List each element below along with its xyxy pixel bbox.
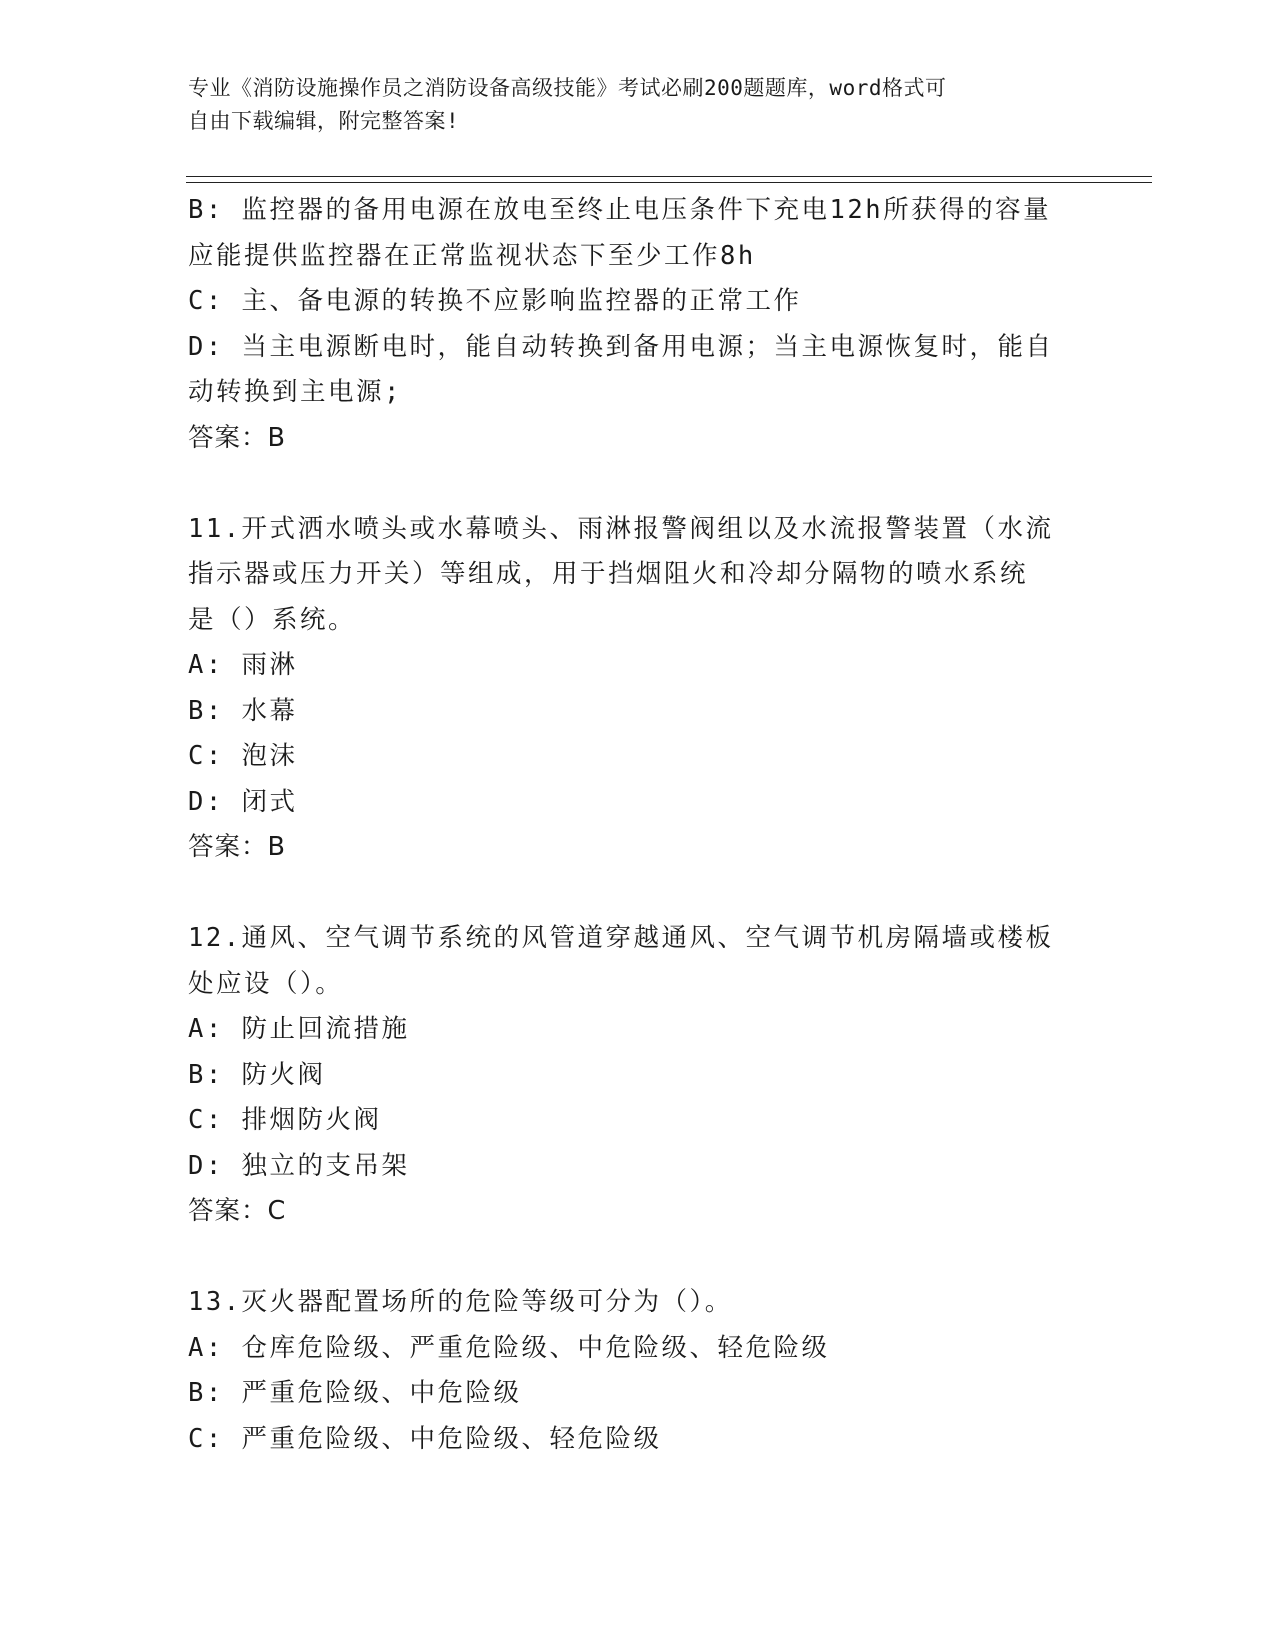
answer-line: 答案：B — [188, 832, 286, 862]
option-line: 动转换到主电源; — [188, 377, 402, 407]
option-line: D: 闭式 — [188, 786, 298, 817]
option-line: B: 监控器的备用电源在放电至终止电压条件下充电12h所获得的容量 — [188, 195, 1052, 225]
block-spacer — [188, 461, 1088, 507]
question-text: 指示器或压力开关）等组成，用于挡烟阻火和冷却分隔物的喷水系统 — [188, 559, 1029, 589]
block-spacer — [188, 1235, 1088, 1281]
question-text: 11.开式洒水喷头或水幕喷头、雨淋报警阀组以及水流报警装置（水流 — [188, 513, 1054, 544]
option-line: A: 仓库危险级、严重危险级、中危险级、轻危险级 — [188, 1332, 830, 1363]
answer-line: 答案：B — [188, 422, 286, 453]
question-block — [188, 188, 1088, 461]
header-line: 专业《消防设施操作员之消防设备高级技能》考试必刷200题题库，word格式可 — [188, 76, 947, 100]
option-line: A: 防止回流措施 — [188, 1014, 410, 1044]
header-line: 自由下载编辑，附完整答案! — [188, 109, 460, 133]
option-line: C: 主、备电源的转换不应影响监控器的正常工作 — [188, 286, 802, 316]
question-list — [188, 188, 1088, 1462]
question-text: 13.灭火器配置场所的危险等级可分为（）。 — [188, 1287, 733, 1317]
option-line: B: 防火阀 — [188, 1059, 326, 1090]
option-line: B: 水幕 — [188, 695, 298, 726]
option-line: D: 当主电源断电时，能自动转换到备用电源；当主电源恢复时，能自 — [188, 331, 1054, 362]
question-block — [188, 507, 1088, 871]
option-line: C: 排烟防火阀 — [188, 1105, 382, 1135]
header-divider-bottom — [186, 182, 1152, 183]
document-header — [188, 72, 1068, 138]
option-line: D: 独立的支吊架 — [188, 1150, 410, 1181]
question-block — [188, 1280, 1088, 1462]
block-spacer — [188, 871, 1088, 917]
option-line: B: 严重危险级、中危险级 — [188, 1378, 522, 1408]
option-line: C: 严重危险级、中危险级、轻危险级 — [188, 1423, 662, 1454]
answer-line: 答案：C — [188, 1196, 287, 1226]
header-divider-top — [186, 176, 1152, 177]
option-line: C: 泡沫 — [188, 741, 298, 771]
question-text: 12.通风、空气调节系统的风管道穿越通风、空气调节机房隔墙或楼板 — [188, 923, 1054, 953]
question-text: 是（）系统。 — [188, 604, 357, 635]
option-line: 应能提供监控器在正常监视状态下至少工作8h — [188, 240, 756, 271]
option-line: A: 雨淋 — [188, 650, 298, 680]
question-block — [188, 916, 1088, 1235]
question-text: 处应设（）。 — [188, 968, 344, 999]
